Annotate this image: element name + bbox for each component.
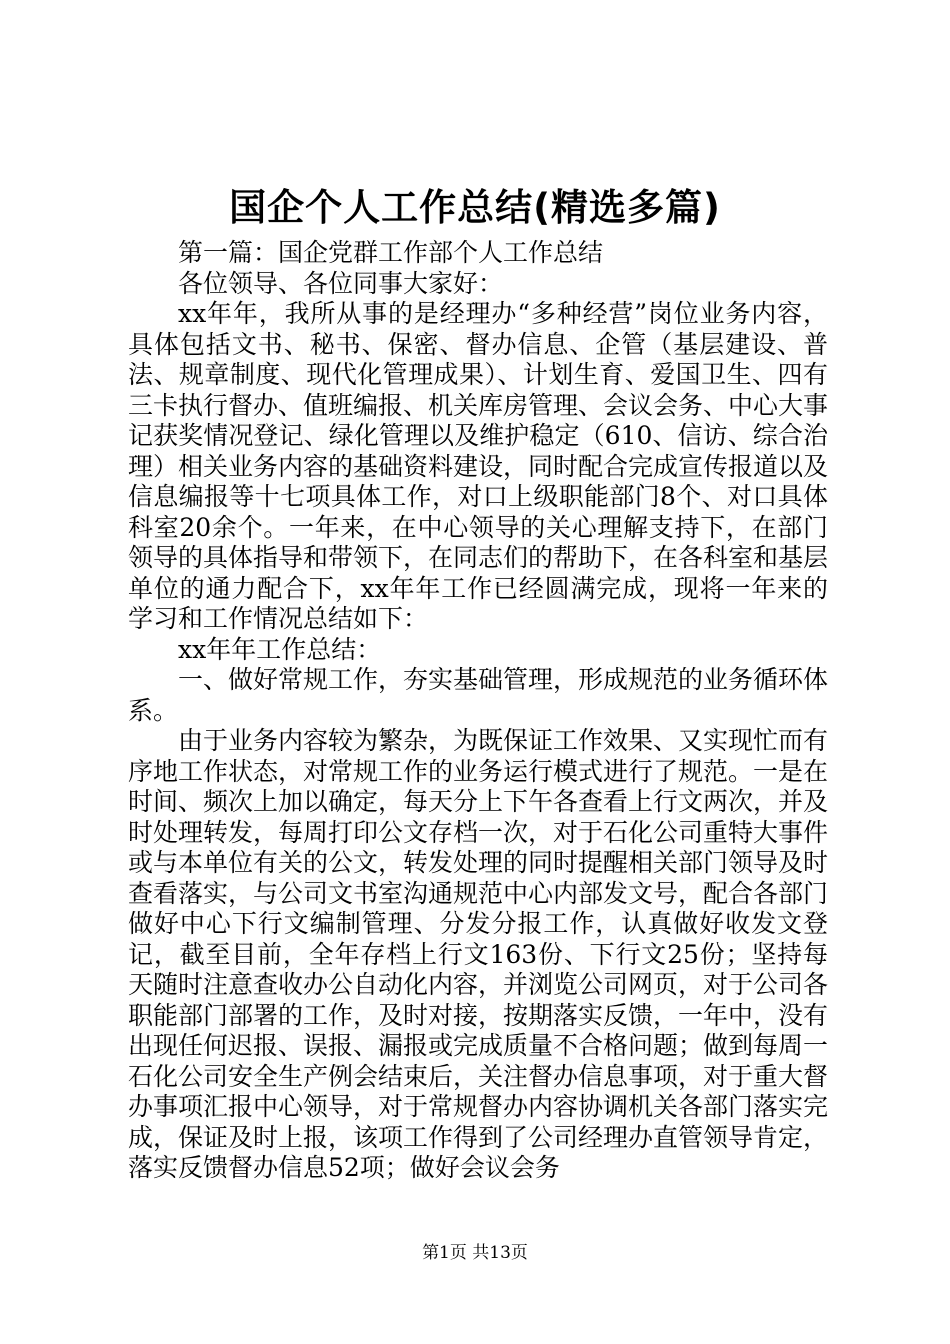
paragraph-summary-heading: xx年年工作总结： [178, 634, 382, 664]
paragraph-intro: xx年年，我所从事的是经理办“多种经营”岗位业务内容，具体包括文书、秘书、保密、督办信息、企管（基层建设、普法、规章制度、现代化管理成果）、计划生育、爱国卫生、四有三卡执行督办、值班编报、机关库房管理、会议会务、中心大事记获奖情况登记、绿化管理以及维护稳定（610、信访、综合治理）相关业务内容的基础资料建设，同时配合完成宣传报道以及信息编报等十七项具体工作，对口上级职能部门8个、对口具体科室20余个。一年来，在中心领导的关心理解支持下，在部门领导的具体指导和带领下，在同志们的帮助下，在各科室和基层单位的通力配合下，xx年年工作已经圆满完成，现将一年来的学习和工作情况总结如下： [128, 299, 829, 633]
page-number-footer: 第1页 共13页 [422, 1243, 528, 1263]
paragraph-section-heading: 第一篇：国企党群工作部个人工作总结 [178, 238, 604, 267]
paragraph-greeting: 各位领导、各位同事大家好： [178, 268, 504, 298]
document-title: 国企个人工作总结(精选多篇) [229, 186, 721, 229]
paragraph-item-one-heading: 一、做好常规工作，夯实基础管理，形成规范的业务循环体系。 [128, 665, 829, 725]
document-body [128, 238, 828, 1184]
paragraph-item-one-body: 由于业务内容较为繁杂，为既保证工作效果、又实现忙而有序地工作状态，对常规工作的业务运行模式进行了规范。一是在时间、频次上加以确定，每天分上下午各查看上行文两次，并及时处理转发，每周打印公文存档一次，对于石化公司重特大事件或与本单位有关的公文，转发处理的同时提醒相关部门领导及时查看落实，与公司文书室沟通规范中心内部发文号，配合各部门做好中心下行文编制管理、分发分报工作，认真做好收发文登记，截至目前，全年存档上行文163份、下行文25份；坚持每天随时注意查收办公自动化内容，并浏览公司网页，对于公司各职能部门部署的工作，及时对接，按期落实反馈，一年中，没有出现任何迟报、误报、漏报或完成质量不合格问题；做到每周一石化公司安全生产例会结束后，关注督办信息事项，对于重大督办事项汇报中心领导，对于常规督办内容协调机关各部门落实完成，保证及时上报，该项工作得到了公司经理办直管领导肯定，落实反馈督办信息52项；做好会议会务 [128, 726, 829, 1182]
